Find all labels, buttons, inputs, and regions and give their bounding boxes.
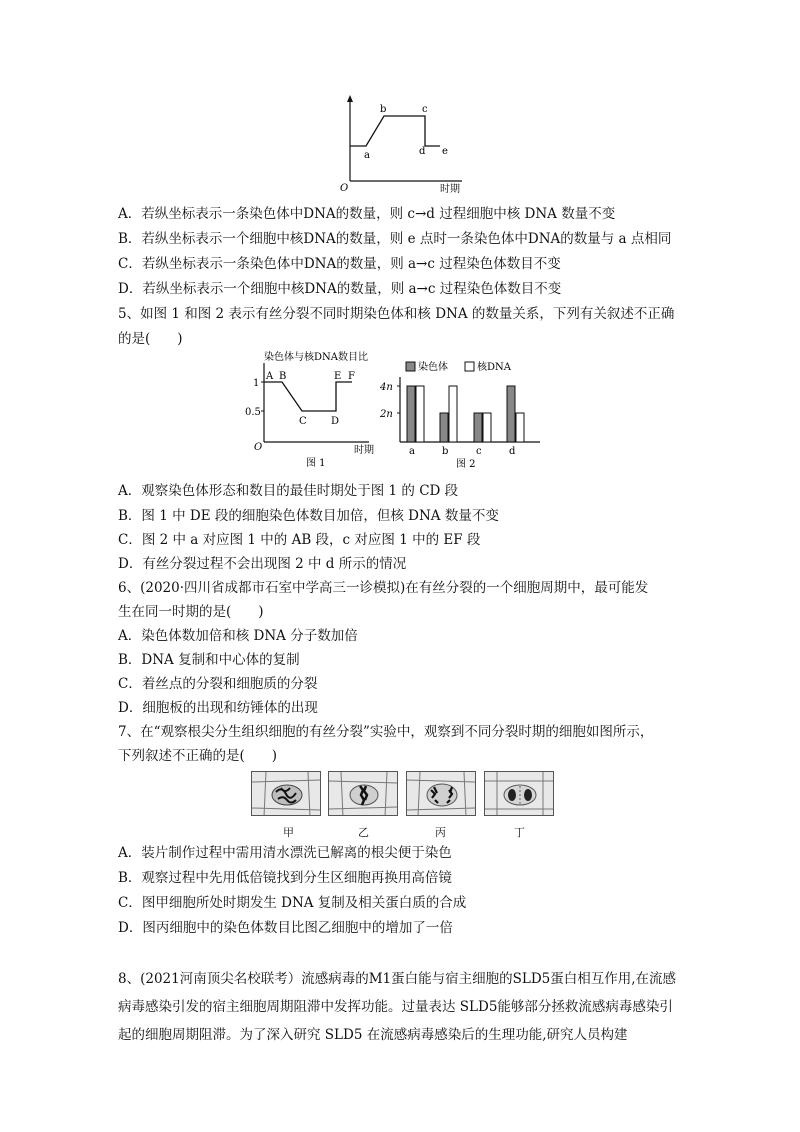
- q5-option-b: B．图 1 中 DE 段的细胞染色体数目加倍，但核 DNA 数量不变: [118, 508, 499, 524]
- q6-stem-line1: 6、(2020·四川省成都市石室中学高三一诊模拟)在有丝分裂的一个细胞周期中，最可能发: [118, 580, 649, 596]
- micrograph-bing: [406, 771, 476, 816]
- q5-option-a: A．观察染色体形态和数目的最佳时期处于图 1 的 CD 段: [118, 483, 459, 499]
- fig2-bar-c-chromosome: [474, 413, 482, 442]
- q6-option-b: B．DNA 复制和中心体的复制: [118, 652, 300, 668]
- graph-xlabel: 时期: [440, 184, 460, 195]
- fig2-cat-b: b: [442, 446, 449, 457]
- micrograph-yi: [328, 771, 398, 816]
- fig2-cat-a: a: [409, 446, 415, 457]
- fig2-ytick-2n: 2n: [380, 409, 393, 420]
- point-e: e: [442, 146, 448, 157]
- q4-option-b: B．若纵坐标表示一个细胞中核DNA的数量，则 e 点时一条染色体中DNA的数量与 a 点相同: [118, 231, 672, 247]
- fig2-cat-c: c: [476, 446, 482, 457]
- q7-option-d: D．图丙细胞中的染色体数目比图乙细胞中的增加了一倍: [118, 920, 453, 936]
- q6-option-d: D．细胞板的出现和纺锤体的出现: [118, 700, 318, 716]
- caption-yi: 乙: [358, 826, 369, 839]
- fig1-ylabel: 染色体与核DNA数目比: [264, 352, 368, 363]
- point-c: c: [422, 104, 428, 115]
- fig2-bar-c-dna: [483, 413, 491, 442]
- dna-content-graph: [330, 95, 470, 197]
- q6-option-c: C．着丝点的分裂和细胞质的分裂: [118, 676, 318, 692]
- q5-stem-line1: 5、如图 1 和图 2 表示有丝分裂不同时期染色体和核 DNA 的数量关系，下列有关叙述不正确: [118, 306, 675, 322]
- fig2-cat-d: d: [509, 446, 516, 457]
- q4-option-a: A．若纵坐标表示一条染色体中DNA的数量，则 c→d 过程细胞中核 DNA 数量不变: [118, 206, 616, 222]
- q5-option-c: C．图 2 中 a 对应图 1 中的 AB 段，c 对应图 1 中的 EF 段: [118, 532, 481, 548]
- q4-option-c: C．若纵坐标表示一条染色体中DNA的数量，则 a→c 过程染色体数目不变: [118, 256, 561, 272]
- fig1-caption: 图 1: [306, 458, 326, 469]
- fig2-legend-dna: 核DNA: [477, 362, 511, 373]
- fig1-origin: O: [254, 442, 263, 453]
- q7-option-b: B．观察过程中先用低倍镜找到分生区细胞再换用高倍镜: [118, 870, 452, 886]
- q7-option-c: C．图甲细胞所处时期发生 DNA 复制及相关蛋白质的合成: [118, 895, 467, 911]
- fig1-label-f: F: [348, 371, 355, 382]
- q7-stem-line1: 7、在“观察根尖分生组织细胞的有丝分裂”实验中，观察到不同分裂时期的细胞如图所示，: [118, 724, 654, 740]
- fig1-label-e: E: [334, 371, 342, 382]
- fig2-caption: 图 2: [456, 459, 476, 470]
- fig1-xlabel: 时期: [354, 445, 374, 456]
- q8-paragraph: 8、(2021河南顶尖名校联考）流感病毒的M1蛋白能与宿主细胞的SLD5蛋白相互作用,在流感病毒感染引发的宿主细胞周期阻滞中发挥功能。过量表达 SLD5能够部分拯救流感病毒感染引起的细胞周期阻滞。为了深入研究 SLD5 在流感病毒感染后的生理功能,研究人员构建: [118, 971, 677, 1043]
- q6-option-a: A．染色体数加倍和核 DNA 分子数加倍: [118, 628, 358, 644]
- fig1-ytick-1: 1: [253, 378, 260, 389]
- q7-option-a: A．装片制作过程中需用清水漂洗已解离的根尖便于染色: [118, 845, 452, 861]
- q5-stem-line2: 的是( ): [118, 331, 183, 347]
- q4-option-d: D．若纵坐标表示一个细胞中核DNA的数量，则 a→c 过程染色体数目不变: [118, 281, 562, 297]
- caption-jia: 甲: [283, 826, 294, 839]
- q5-option-d: D．有丝分裂过程不会出现图 2 中 d 所示的情况: [118, 556, 407, 572]
- fig1-label-a: A: [266, 371, 274, 382]
- micrograph-ding: [484, 771, 554, 816]
- fig2-bar-a-dna: [416, 386, 424, 442]
- fig2-bar-b-chromosome: [440, 413, 448, 442]
- q7-stem-line2: 下列叙述不正确的是( ): [118, 748, 278, 764]
- fig2-bar-a-chromosome: [407, 386, 415, 442]
- figure-2-bar-chart: [378, 355, 548, 472]
- caption-ding: 丁: [514, 826, 525, 839]
- fig2-ytick-4n: 4n: [380, 382, 393, 393]
- figure-1-ratio-graph: [244, 350, 384, 472]
- fig1-label-c: C: [299, 416, 307, 427]
- caption-bing: 丙: [435, 826, 446, 839]
- graph-origin: O: [340, 183, 349, 194]
- point-a: a: [364, 150, 370, 161]
- fig1-label-b: B: [279, 371, 287, 382]
- fig2-bar-d-dna: [516, 413, 524, 442]
- fig2-bar-b-dna: [449, 386, 457, 442]
- fig2-bar-d-chromosome: [507, 386, 515, 442]
- point-b: b: [380, 104, 387, 115]
- q6-stem-line2: 生在同一时期的是( ): [118, 604, 264, 620]
- point-d: d: [419, 146, 426, 157]
- fig1-label-d: D: [331, 416, 340, 427]
- micrograph-jia: [251, 771, 321, 816]
- fig2-legend-chromosome: 染色体: [418, 362, 448, 373]
- fig1-ytick-05: 0.5: [245, 407, 261, 418]
